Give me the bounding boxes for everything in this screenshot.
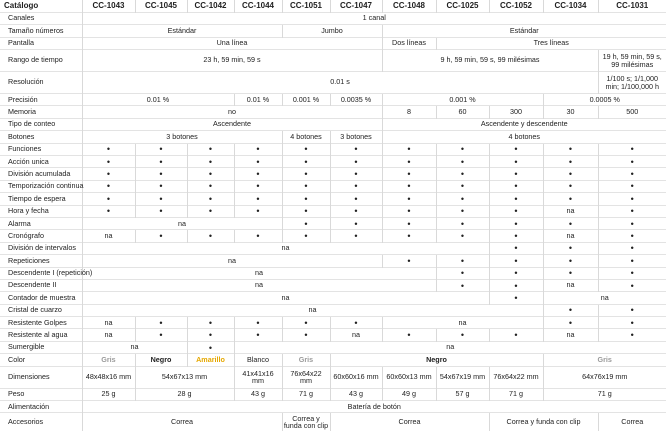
dot-mark: • (234, 180, 282, 192)
catalog-header: Catálogo (4, 1, 39, 11)
na-cell: na (82, 292, 489, 304)
cell: 3 botones (82, 131, 282, 143)
cell: no (82, 106, 382, 118)
dot-mark: • (234, 193, 282, 205)
row-label: Precisión (0, 94, 82, 106)
dot-mark: • (598, 242, 666, 254)
na-cell: na (82, 317, 135, 329)
dot-mark: • (82, 180, 135, 192)
row-power (0, 401, 666, 413)
dot-mark: • (543, 304, 598, 316)
dot-mark: • (436, 329, 489, 341)
cell: 76x64x22 mm (282, 366, 330, 388)
cell: 4 botones (382, 131, 666, 143)
dot-mark: • (82, 168, 135, 180)
row-label: Color (0, 354, 82, 366)
cell: Dos líneas (382, 37, 436, 49)
row-channels (0, 12, 666, 24)
na-cell: na (543, 230, 598, 242)
dot-mark: • (489, 255, 543, 267)
cell: 57 g (436, 388, 489, 400)
dot-mark: • (489, 242, 543, 254)
dot-mark: • (234, 230, 282, 242)
color-black: Negro (330, 354, 543, 366)
row-label: Alarma (0, 217, 82, 229)
dot-mark: • (382, 205, 436, 217)
na-cell: na (82, 267, 436, 279)
row-descending-repeat (0, 267, 666, 279)
cell: 71 g (543, 388, 666, 400)
cell: 71 g (489, 388, 543, 400)
row-cumulative-division (0, 168, 666, 180)
model-header: CC-1047 (330, 0, 382, 12)
na-cell: na (234, 341, 666, 353)
dot-mark: • (489, 180, 543, 192)
dot-mark: • (187, 193, 234, 205)
cell: 500 (598, 106, 666, 118)
dot-mark: • (436, 217, 489, 229)
row-label: Descendente I (repetición) (0, 267, 82, 279)
cell: 8 (382, 106, 436, 118)
dot-mark: • (187, 230, 234, 242)
cell: 3 botones (330, 131, 382, 143)
row-time-date (0, 205, 666, 217)
dot-mark: • (489, 279, 543, 291)
dot-mark: • (330, 168, 382, 180)
row-single-action (0, 156, 666, 168)
row-label: Sumergible (0, 341, 82, 353)
model-header: CC-1051 (282, 0, 330, 12)
dot-mark: • (187, 317, 234, 329)
dot-mark: • (489, 230, 543, 242)
model-header: CC-1043 (82, 0, 135, 12)
dot-mark: • (436, 193, 489, 205)
dot-mark: • (282, 205, 330, 217)
row-sample-counter (0, 292, 666, 304)
row-label: Hora y fecha (0, 205, 82, 217)
dot-mark: • (489, 267, 543, 279)
row-label: Memoria (0, 106, 82, 118)
dot-mark: • (543, 143, 598, 155)
row-label: Alimentación (0, 401, 82, 413)
row-precision (0, 94, 666, 106)
cell: 0.0035 % (330, 94, 382, 106)
cell: 0.0005 % (543, 94, 666, 106)
dot-mark: • (282, 156, 330, 168)
dot-mark: • (282, 329, 330, 341)
dot-mark: • (436, 230, 489, 242)
dot-mark: • (436, 267, 489, 279)
dot-mark: • (382, 230, 436, 242)
color-grey: Gris (543, 354, 666, 366)
dot-mark: • (489, 205, 543, 217)
row-interval-division (0, 242, 666, 254)
cell: Una línea (82, 37, 382, 49)
dot-mark: • (382, 193, 436, 205)
dot-mark: • (543, 242, 598, 254)
dot-mark: • (598, 156, 666, 168)
cell: Ascendente (82, 118, 382, 130)
cell: 41x41x16 mm (234, 366, 282, 388)
color-white: Blanco (234, 354, 282, 366)
row-buttons (0, 131, 666, 143)
cell: 1 canal (82, 12, 666, 24)
dot-mark: • (382, 156, 436, 168)
na-cell: na (330, 329, 382, 341)
row-label: Temporización continua (0, 180, 82, 192)
dot-mark: • (282, 180, 330, 192)
row-label: Accesorios (0, 413, 82, 431)
dot-mark: • (234, 156, 282, 168)
na-cell: na (543, 205, 598, 217)
row-label: Resistente al agua (0, 329, 82, 341)
row-time-range (0, 50, 666, 72)
cell: 9 h, 59 min, 59 s, 99 milésimas (382, 50, 598, 72)
dot-mark: • (330, 217, 382, 229)
row-label: Tipo de conteo (0, 118, 82, 130)
na-cell: na (543, 329, 598, 341)
cell: 0.01 s (82, 72, 598, 94)
cell: 300 (489, 106, 543, 118)
row-repetitions (0, 255, 666, 267)
row-label: Resolución (0, 72, 82, 94)
row-label: División de intervalos (0, 242, 82, 254)
dot-mark: • (598, 317, 666, 329)
color-yellow: Amarillo (187, 354, 234, 366)
row-functions (0, 143, 666, 155)
cell: 60x60x13 mm (382, 366, 436, 388)
dot-mark: • (187, 156, 234, 168)
na-cell: na (82, 217, 282, 229)
dot-mark: • (187, 329, 234, 341)
row-label: Acción unica (0, 156, 82, 168)
row-label: Tiempo de espera (0, 193, 82, 205)
dot-mark: • (598, 205, 666, 217)
na-cell: na (82, 230, 135, 242)
cell: 43 g (234, 388, 282, 400)
dot-mark: • (330, 193, 382, 205)
row-label: Repeticiones (0, 255, 82, 267)
dot-mark: • (234, 168, 282, 180)
cell: 0.01 % (82, 94, 234, 106)
dot-mark: • (598, 193, 666, 205)
row-label: Resistente Golpes (0, 317, 82, 329)
model-header: CC-1042 (187, 0, 234, 12)
row-continuous-timing (0, 180, 666, 192)
dot-mark: • (382, 255, 436, 267)
cell: Jumbo (282, 25, 382, 37)
dot-mark: • (543, 168, 598, 180)
dot-mark: • (382, 329, 436, 341)
cell: 28 g (135, 388, 234, 400)
dot-mark: • (82, 143, 135, 155)
dot-mark: • (135, 156, 187, 168)
dot-mark: • (543, 217, 598, 229)
dot-mark: • (330, 156, 382, 168)
color-black: Negro (135, 354, 187, 366)
dot-mark: • (543, 193, 598, 205)
dot-mark: • (330, 230, 382, 242)
row-quartz-crystal (0, 304, 666, 316)
dot-mark: • (282, 168, 330, 180)
dot-mark: • (234, 143, 282, 155)
na-cell: na (82, 279, 436, 291)
na-cell: na (543, 279, 598, 291)
dot-mark: • (543, 156, 598, 168)
dot-mark: • (489, 217, 543, 229)
dot-mark: • (489, 143, 543, 155)
model-header: CC-1052 (489, 0, 543, 12)
cell: Ascendente y descendente (382, 118, 666, 130)
dot-mark: • (187, 180, 234, 192)
row-number-size (0, 25, 666, 37)
color-grey: Gris (282, 354, 330, 366)
cell: Correa (598, 413, 666, 431)
dot-mark: • (436, 143, 489, 155)
dot-mark: • (543, 255, 598, 267)
dot-mark: • (82, 193, 135, 205)
dot-mark: • (135, 329, 187, 341)
cell: Correa (330, 413, 489, 431)
row-label: Botones (0, 131, 82, 143)
na-cell: na (82, 255, 382, 267)
dot-mark: • (330, 317, 382, 329)
row-label: Dimensiones (0, 366, 82, 388)
dot-mark: • (598, 143, 666, 155)
dot-mark: • (234, 317, 282, 329)
dot-mark: • (382, 180, 436, 192)
dot-mark: • (436, 255, 489, 267)
dot-mark: • (330, 205, 382, 217)
cell: Estándar (82, 25, 282, 37)
cell: Correa y funda con clip (283, 413, 329, 431)
cell: 48x48x16 mm (82, 366, 135, 388)
row-color (0, 354, 666, 366)
cell: 71 g (282, 388, 330, 400)
cell: Batería de botón (82, 401, 666, 413)
row-memory (0, 106, 666, 118)
row-alarm (0, 217, 666, 229)
dot-mark: • (135, 193, 187, 205)
dot-mark: • (598, 255, 666, 267)
dot-mark: • (282, 143, 330, 155)
dot-mark: • (598, 329, 666, 341)
dot-mark: • (187, 168, 234, 180)
model-header: CC-1025 (436, 0, 489, 12)
row-dimensions (0, 366, 666, 388)
cell: 60x60x16 mm (330, 366, 382, 388)
cell: 30 (543, 106, 598, 118)
dot-mark: • (82, 156, 135, 168)
dot-mark: • (489, 156, 543, 168)
dot-mark: • (135, 317, 187, 329)
row-count-type (0, 118, 666, 130)
cell: 1/100 s; 1/1,000 min; 1/100,000 h (598, 72, 666, 94)
dot-mark: • (598, 267, 666, 279)
dot-mark: • (489, 168, 543, 180)
row-weight (0, 388, 666, 400)
dot-mark: • (135, 143, 187, 155)
dot-mark: • (598, 230, 666, 242)
dot-mark: • (436, 168, 489, 180)
cell: 49 g (382, 388, 436, 400)
cell: 43 g (330, 388, 382, 400)
dot-mark: • (598, 180, 666, 192)
dot-mark: • (489, 292, 543, 304)
row-label: División acumulada (0, 168, 82, 180)
dot-mark: • (82, 205, 135, 217)
dot-mark: • (234, 329, 282, 341)
cell: 0.001 % (382, 94, 543, 106)
model-header: CC-1045 (135, 0, 187, 12)
row-label: Cronógrafo (0, 230, 82, 242)
cell: 54x67x13 mm (135, 366, 234, 388)
dot-mark: • (436, 156, 489, 168)
cell: 76x64x22 mm (489, 366, 543, 388)
row-water-resistant (0, 329, 666, 341)
row-label: Canales (0, 12, 82, 24)
model-header: CC-1044 (234, 0, 282, 12)
dot-mark: • (187, 143, 234, 155)
dot-mark: • (436, 180, 489, 192)
cell: 25 g (82, 388, 135, 400)
na-cell: na (82, 329, 135, 341)
cell: Tres líneas (436, 37, 666, 49)
dot-mark: • (543, 180, 598, 192)
dot-mark: • (382, 143, 436, 155)
model-header: CC-1048 (382, 0, 436, 12)
dot-mark: • (382, 168, 436, 180)
dot-mark: • (234, 205, 282, 217)
dot-mark: • (187, 341, 234, 353)
na-cell: na (82, 242, 489, 254)
row-accessories (0, 413, 666, 431)
header-row (0, 0, 666, 12)
dot-mark: • (543, 267, 598, 279)
dot-mark: • (436, 279, 489, 291)
row-label: Peso (0, 388, 82, 400)
dot-mark: • (330, 180, 382, 192)
dot-mark: • (135, 230, 187, 242)
dot-mark: • (598, 217, 666, 229)
cell: 4 botones (282, 131, 330, 143)
dot-mark: • (598, 304, 666, 316)
dot-mark: • (282, 230, 330, 242)
row-label: Pantalla (0, 37, 82, 49)
row-shock-resistant (0, 317, 666, 329)
dot-mark: • (135, 205, 187, 217)
color-grey: Gris (82, 354, 135, 366)
cell: 64x76x19 mm (543, 366, 666, 388)
row-submersible (0, 341, 666, 353)
row-label: Cristal de cuarzo (0, 304, 82, 316)
cell: 0.001 % (282, 94, 330, 106)
dot-mark: • (598, 168, 666, 180)
dot-mark: • (543, 317, 598, 329)
dot-mark: • (489, 329, 543, 341)
dot-mark: • (436, 205, 489, 217)
model-header: CC-1031 (598, 0, 666, 12)
cell: Estándar (382, 25, 666, 37)
dot-mark: • (598, 279, 666, 291)
dot-mark: • (135, 180, 187, 192)
cell: 54x67x19 mm (436, 366, 489, 388)
cell: 19 h, 59 min, 59 s, 99 milésimas (598, 50, 666, 72)
row-wait-time (0, 193, 666, 205)
cell: 23 h, 59 min, 59 s (82, 50, 382, 72)
row-label: Tamaño números (0, 25, 82, 37)
row-label: Rango de tiempo (0, 50, 82, 72)
dot-mark: • (282, 193, 330, 205)
cell: Correa y funda con clip (489, 413, 598, 431)
dot-mark: • (489, 193, 543, 205)
dot-mark: • (282, 217, 330, 229)
cell: 0.01 % (234, 94, 282, 106)
row-resolution (0, 72, 666, 94)
na-cell: na (82, 304, 543, 316)
row-descending-2 (0, 279, 666, 291)
row-label: Descendente II (0, 279, 82, 291)
cell: 60 (436, 106, 489, 118)
row-label: Contador de muestra (0, 292, 82, 304)
na-cell: na (543, 292, 666, 304)
dot-mark: • (282, 317, 330, 329)
dot-mark: • (187, 205, 234, 217)
row-screen (0, 37, 666, 49)
row-chronograph (0, 230, 666, 242)
na-cell: na (382, 317, 543, 329)
dot-mark: • (382, 217, 436, 229)
model-header: CC-1034 (543, 0, 598, 12)
dot-mark: • (135, 168, 187, 180)
na-cell: na (82, 341, 187, 353)
cell: Correa (82, 413, 282, 431)
dot-mark: • (330, 143, 382, 155)
row-label: Funciones (0, 143, 82, 155)
